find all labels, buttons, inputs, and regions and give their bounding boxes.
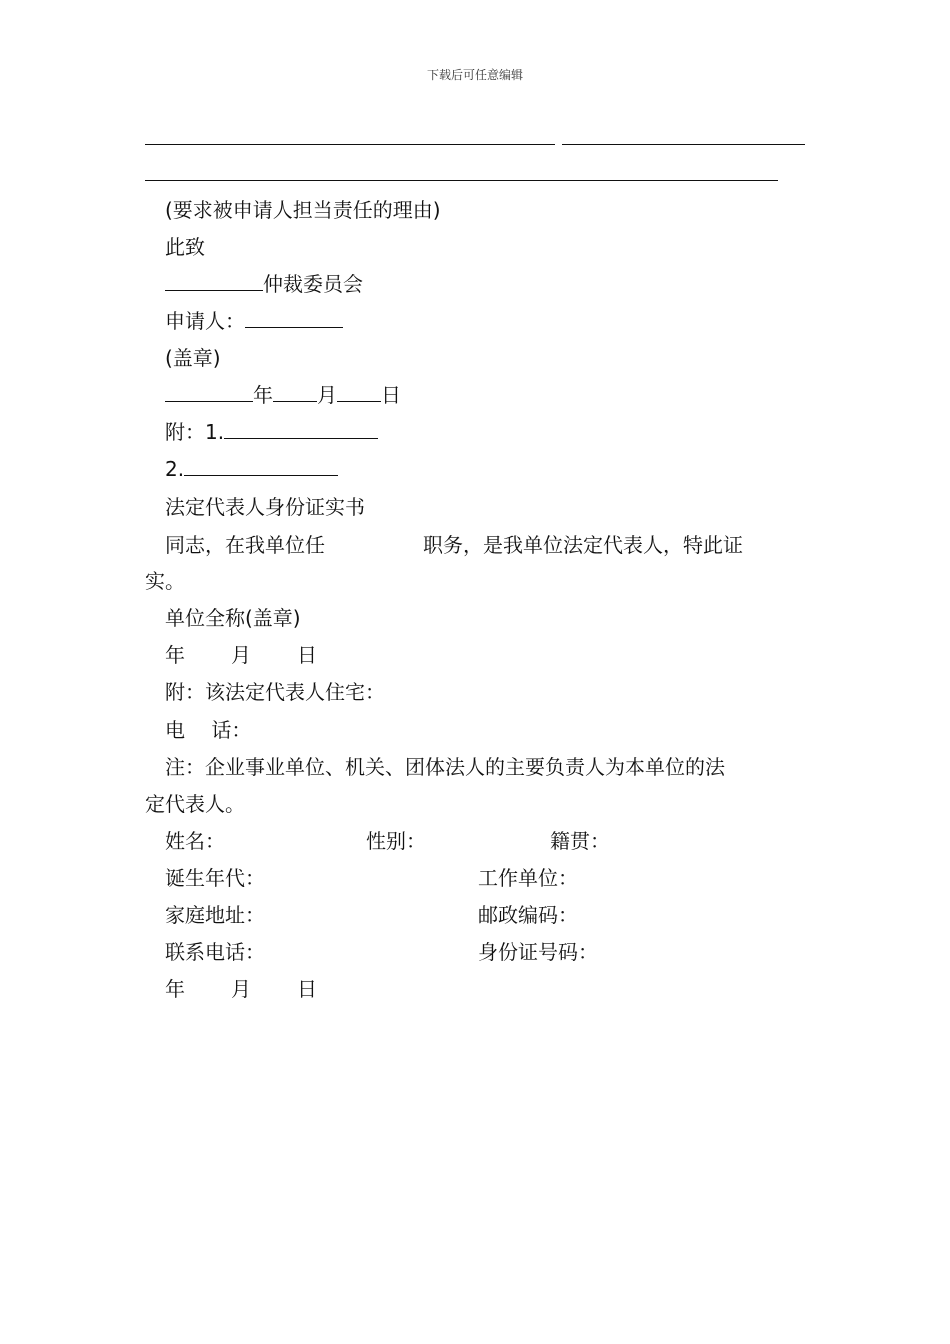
birth-field: 诞生年代： <box>165 866 265 890</box>
committee-name-blank[interactable] <box>165 270 263 291</box>
native-place-field: 籍贯： <box>550 829 610 853</box>
gender-field: 性别： <box>366 829 426 853</box>
attachment-2-number: 2. <box>165 457 185 481</box>
day-blank[interactable] <box>337 381 381 402</box>
month-label: 月 <box>317 383 337 407</box>
phone-label: 电 话： <box>165 718 252 742</box>
attachment-2-blank[interactable] <box>184 455 338 476</box>
attachment-label: 附： <box>165 420 205 444</box>
month-blank[interactable] <box>273 381 317 402</box>
postal-code-field: 邮政编码： <box>478 903 578 927</box>
date-line <box>165 381 401 409</box>
name-field: 姓名： <box>165 829 225 853</box>
committee-suffix: 仲裁委员会 <box>263 272 363 296</box>
day-label: 日 <box>381 383 401 407</box>
note-line-2: 定代表人。 <box>145 792 245 816</box>
cert-day-label: 日 <box>297 643 317 667</box>
certificate-title: 法定代表人身份证实书 <box>165 495 365 519</box>
fill-line-2[interactable] <box>145 180 778 181</box>
cert-year-label: 年 <box>165 643 185 667</box>
attachment-line-2 <box>165 455 338 483</box>
certificate-body-part1: 同志，在我单位任 <box>165 533 325 557</box>
final-month-label: 月 <box>231 977 251 1001</box>
certificate-body-part2: 职务，是我单位法定代表人，特此证 <box>423 533 743 557</box>
attachment-1-blank[interactable] <box>224 418 378 439</box>
page-header-note: 下载后可任意编辑 <box>426 68 523 82</box>
final-year-label: 年 <box>165 977 185 1001</box>
final-day-label: 日 <box>297 977 317 1001</box>
id-number-field: 身份证号码： <box>478 940 598 964</box>
unit-seal: 单位全称(盖章) <box>165 606 301 630</box>
certificate-body <box>165 531 743 559</box>
certificate-date <box>165 641 317 669</box>
fill-line-1a[interactable] <box>145 144 555 145</box>
certificate-body-continued: 实。 <box>145 569 185 593</box>
residence-attachment: 附：该法定代表人住宅： <box>165 680 385 704</box>
applicant-label: 申请人： <box>165 309 245 333</box>
attachment-line-1 <box>165 418 378 446</box>
fill-line-1b[interactable] <box>562 144 805 145</box>
cert-month-label: 月 <box>231 643 251 667</box>
applicant-line <box>165 307 343 335</box>
final-date <box>165 975 317 1003</box>
applicant-blank[interactable] <box>245 307 343 328</box>
year-label: 年 <box>253 383 273 407</box>
committee-line <box>165 270 363 298</box>
work-unit-field: 工作单位： <box>478 866 578 890</box>
note-line-1: 注：企业事业单位、机关、团体法人的主要负责人为本单位的法 <box>165 755 725 779</box>
year-blank[interactable] <box>165 381 253 402</box>
salutation: 此致 <box>165 235 205 259</box>
attachment-1-number: 1. <box>205 420 225 444</box>
address-field: 家庭地址： <box>165 903 265 927</box>
reason-note: (要求被申请人担当责任的理由) <box>165 198 441 222</box>
contact-phone-field: 联系电话： <box>165 940 265 964</box>
seal-note: (盖章) <box>165 346 221 370</box>
